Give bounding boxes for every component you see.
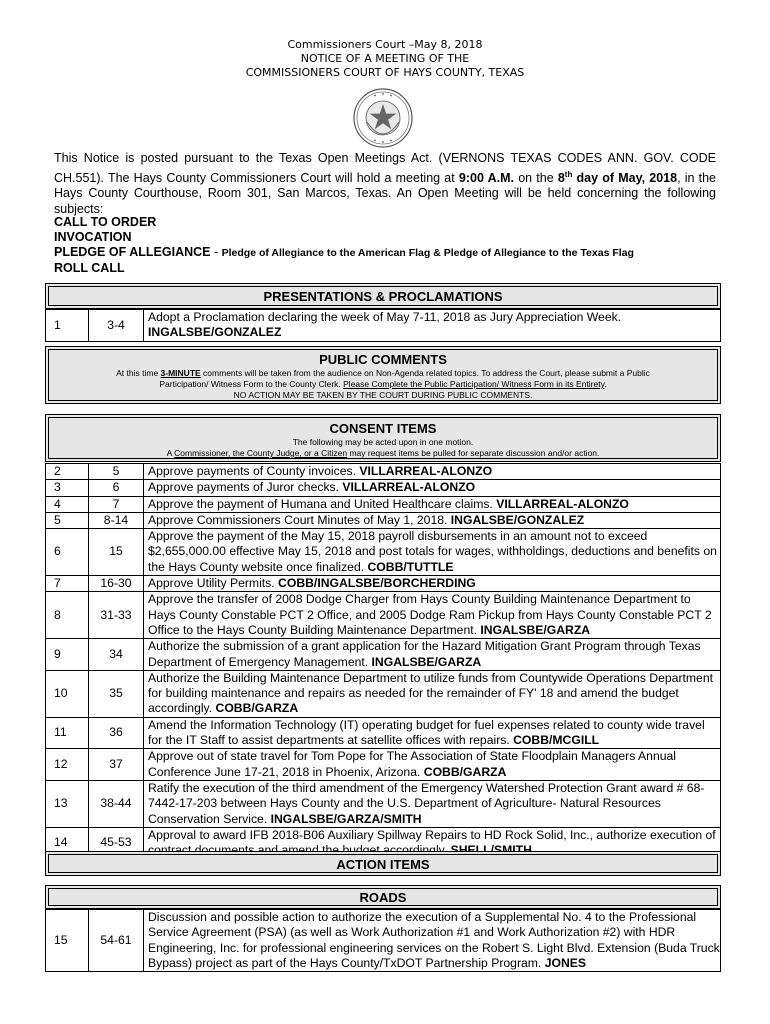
item-text: Adopt a Proclamation declaring the week of May 7-11, 2018 as Jury Appreciation Week. xyxy=(148,310,622,324)
item-number: 5 xyxy=(46,512,89,528)
item-number: 14 xyxy=(46,827,89,859)
item-description xyxy=(144,780,721,827)
header-line-3: COMMISSIONERS COURT OF HAYS COUNTY, TEXAS xyxy=(245,66,525,79)
item-pages: 6 xyxy=(89,480,144,496)
item-pages: 37 xyxy=(89,749,144,781)
item-text: Ratify the execution of the third amendment of the Emergency Watershed Protection Grant award # 68-7442-17-203 between Hays County and the U.S. Department of Agriculture- Natural Resources Conservation Service. xyxy=(148,780,705,826)
item-sponsor: INGALSBE/GONZALEZ xyxy=(148,325,282,340)
roll-call: ROLL CALL xyxy=(54,261,125,275)
item-pages: 38-44 xyxy=(89,780,144,827)
public-comments-line-1 xyxy=(46,368,720,379)
item-text: Approve Commissioners Court Minutes of May 1, 2018. xyxy=(148,512,451,527)
item-sponsor: INGALSBE/GARZA/SMITH xyxy=(270,811,422,826)
consent-text-2a: A xyxy=(166,448,175,458)
item-description xyxy=(144,717,721,749)
consent-table xyxy=(45,463,721,859)
pledge-title: PLEDGE OF ALLEGIANCE xyxy=(54,245,211,259)
public-comments-line-2 xyxy=(46,379,720,390)
pc-text-2a: Participation/ Witness Form to the County Clerk. xyxy=(159,379,344,389)
call-to-order: CALL TO ORDER xyxy=(54,215,157,229)
item-number: 1 xyxy=(46,310,89,342)
item-sponsor: VILLARREAL-ALONZO xyxy=(342,480,476,495)
item-description xyxy=(144,639,721,671)
notice-text-1: This Notice is posted pursuant to the Texas Open Meetings Act. (VERNONS TEXAS CODES ANN. GOV. CODE CH.551). The Hays County Commissioners Court will hold a meeting at xyxy=(54,151,716,185)
item-text: Authorize the submission of a grant application for the Hazard Mitigation Grant Program through Texas Department of Emergency Management. xyxy=(148,639,701,669)
item-text: Approve the payment of Humana and United Healthcare claims. xyxy=(148,496,497,511)
presentations-banner xyxy=(45,283,721,309)
pc-text-1b: 3-MINUTE xyxy=(160,368,201,378)
table-row xyxy=(46,529,721,576)
item-text: Amend the Information Technology (IT) operating budget for fuel expenses related to county wide travel for the IT Staff to assist departments at satellite offices with repairs. xyxy=(148,717,705,748)
item-text: Approve Utility Permits. xyxy=(148,576,279,591)
item-description xyxy=(144,496,721,512)
table-row xyxy=(46,670,721,717)
table-row xyxy=(46,717,721,749)
item-number: 2 xyxy=(46,464,89,480)
meeting-day-suffix: th xyxy=(564,169,573,179)
public-comments-line-3: NO ACTION MAY BE TAKEN BY THE COURT DURING PUBLIC COMMENTS. xyxy=(233,390,533,400)
item-pages: 54-61 xyxy=(89,910,144,972)
item-description xyxy=(144,576,721,592)
action-items-banner xyxy=(45,851,721,876)
public-comments-banner xyxy=(45,346,721,404)
item-number: 13 xyxy=(46,780,89,827)
item-text: Discussion and possible action to authorize the execution of a Supplemental No. 4 to the Professional Service Agreement (PSA) (as well as Work Authorization #1 and Work Authorization #2) with HDR Engineering, Inc. for professional engineering services on the Robert S. Light Blvd. Extension (Buda Truck Bypass) project as part of the Hays County/TxDOT Partnership Program. xyxy=(148,910,720,970)
item-pages: 36 xyxy=(89,717,144,749)
item-description xyxy=(144,480,721,496)
county-seal-icon xyxy=(353,88,413,148)
item-description xyxy=(144,464,721,480)
item-number: 8 xyxy=(46,592,89,639)
table-row xyxy=(46,780,721,827)
item-sponsor: COBB/MCGILL xyxy=(513,733,600,748)
notice-text-3: , in the Hays County Courthouse, Room 301, San Marcos, Texas. An Open Meeting will be held concerning the following subjects: xyxy=(54,170,716,216)
header-line-1: Commissioners Court –May 8, 2018 xyxy=(287,38,483,51)
table-row xyxy=(46,496,721,512)
item-pages: 16-30 xyxy=(89,576,144,592)
item-pages: 15 xyxy=(89,529,144,576)
item-pages: 3-4 xyxy=(89,310,144,342)
item-sponsor: COBB/GARZA xyxy=(215,701,299,716)
notice-paragraph xyxy=(54,151,716,217)
table-row xyxy=(46,310,721,342)
table-row xyxy=(46,576,721,592)
table-row xyxy=(46,464,721,480)
item-sponsor: COBB/INGALSBE/BORCHERDING xyxy=(278,576,476,591)
table-row xyxy=(46,639,721,671)
item-pages: 31-33 xyxy=(89,592,144,639)
item-description xyxy=(144,749,721,781)
table-row xyxy=(46,749,721,781)
pc-text-1c: comments will be taken from the audience on Non-Agenda related topics. To address the Court, please submit a Public xyxy=(200,368,650,378)
roads-table xyxy=(45,909,721,972)
item-pages: 35 xyxy=(89,670,144,717)
item-pages: 8-14 xyxy=(89,512,144,528)
item-pages: 5 xyxy=(89,464,144,480)
item-description xyxy=(144,670,721,717)
meeting-day xyxy=(558,171,677,185)
item-text: Authorize the Building Maintenance Department to utilize funds from Countywide Operations Department for building maintenance and repairs as needed for the remainder of FY' 18 and amend the budget accordingly. xyxy=(148,670,713,716)
item-description xyxy=(144,512,721,528)
pc-text-1a: At this time xyxy=(116,368,161,378)
pc-text-2b: Please Complete the Public Participation/ Witness Form in its Entirety xyxy=(343,379,605,389)
consent-title: CONSENT ITEMS xyxy=(329,421,437,436)
item-description xyxy=(144,910,721,972)
item-pages: 34 xyxy=(89,639,144,671)
pledge-of-allegiance xyxy=(54,245,634,262)
meeting-day-number: 8 xyxy=(557,170,565,185)
item-number: 7 xyxy=(46,576,89,592)
item-number: 10 xyxy=(46,670,89,717)
item-sponsor: INGALSBE/GARZA xyxy=(371,654,482,669)
meeting-time: 9:00 A.M. xyxy=(458,170,515,185)
presentations-table xyxy=(45,309,721,342)
item-pages: 7 xyxy=(89,496,144,512)
consent-text-2c: may request items be pulled for separate discussion and/or action. xyxy=(347,448,600,458)
item-text: Approve the transfer of 2008 Dodge Charger from Hays County Building Maintenance Department to Hays County Constable PCT 2 Office, and 2005 Dodge Ram Pickup from Hays County Constable PCT 2 Office to the Hays County Building Maintenance Department. xyxy=(148,592,712,637)
item-text: Approve payments of Juror checks. xyxy=(148,480,343,495)
notice-text-2: on the xyxy=(514,170,558,185)
item-number: 4 xyxy=(46,496,89,512)
item-sponsor: INGALSBE/GARZA xyxy=(480,622,591,637)
pledge-separator: - xyxy=(210,245,222,259)
item-number: 9 xyxy=(46,639,89,671)
item-sponsor: JONES xyxy=(544,955,587,970)
table-row xyxy=(46,592,721,639)
item-number: 6 xyxy=(46,529,89,576)
item-number: 15 xyxy=(46,910,89,972)
pledge-detail: Pledge of Allegiance to the American Flag & Pledge of Allegiance to the Texas Flag xyxy=(221,247,634,259)
consent-line-1: The following may be acted upon in one motion. xyxy=(292,437,474,447)
item-sponsor: COBB/GARZA xyxy=(423,764,507,779)
item-number: 11 xyxy=(46,717,89,749)
item-sponsor: INGALSBE/GONZALEZ xyxy=(450,512,585,527)
table-row xyxy=(46,480,721,496)
item-text: Approve out of state travel for Tom Pope for The Association of State Floodplain Managers Annual Conference June 17-21, 2018 in Phoenix, Arizona. xyxy=(148,749,676,779)
item-sponsor: VILLARREAL-ALONZO xyxy=(359,464,493,478)
item-sponsor: COBB/TUTTLE xyxy=(367,559,454,574)
roads-banner xyxy=(45,885,721,909)
table-row xyxy=(46,910,721,972)
item-description xyxy=(144,592,721,639)
consent-text-2b: Commissioner, the County Judge, or a Citizen xyxy=(174,448,348,458)
action-items-title: ACTION ITEMS xyxy=(336,857,430,872)
consent-line-2 xyxy=(46,448,720,459)
item-description xyxy=(144,310,721,342)
meeting-day-rest: day of May, 2018 xyxy=(572,170,678,185)
roads-title: ROADS xyxy=(359,890,407,905)
table-row xyxy=(46,512,721,528)
invocation: INVOCATION xyxy=(54,230,132,244)
item-number: 12 xyxy=(46,749,89,781)
item-text: Approval to award IFB 2018-B06 Auxiliary Spillway Repairs to HD Rock Solid, Inc., authorize execution of xyxy=(148,827,716,842)
item-description xyxy=(144,529,721,576)
item-pages: 45-53 xyxy=(89,827,144,859)
consent-banner xyxy=(45,414,721,462)
item-text: Approve the payment of the May 15, 2018 payroll disbursements in an amount not to exceed $2,655,000.00 effective May 15, 2018 and post totals for wages, withholdings, deductions and benefits on the Hays County website once finalized. xyxy=(148,529,717,574)
item-number: 3 xyxy=(46,480,89,496)
item-text: Approve payments of County invoices. xyxy=(148,464,360,478)
presentations-title: PRESENTATIONS & PROCLAMATIONS xyxy=(263,289,503,304)
item-sponsor: VILLARREAL-ALONZO xyxy=(496,496,629,511)
public-comments-title: PUBLIC COMMENTS xyxy=(319,352,447,367)
pc-text-2c: . xyxy=(604,379,607,389)
header-line-2: NOTICE OF A MEETING OF THE xyxy=(300,52,470,65)
